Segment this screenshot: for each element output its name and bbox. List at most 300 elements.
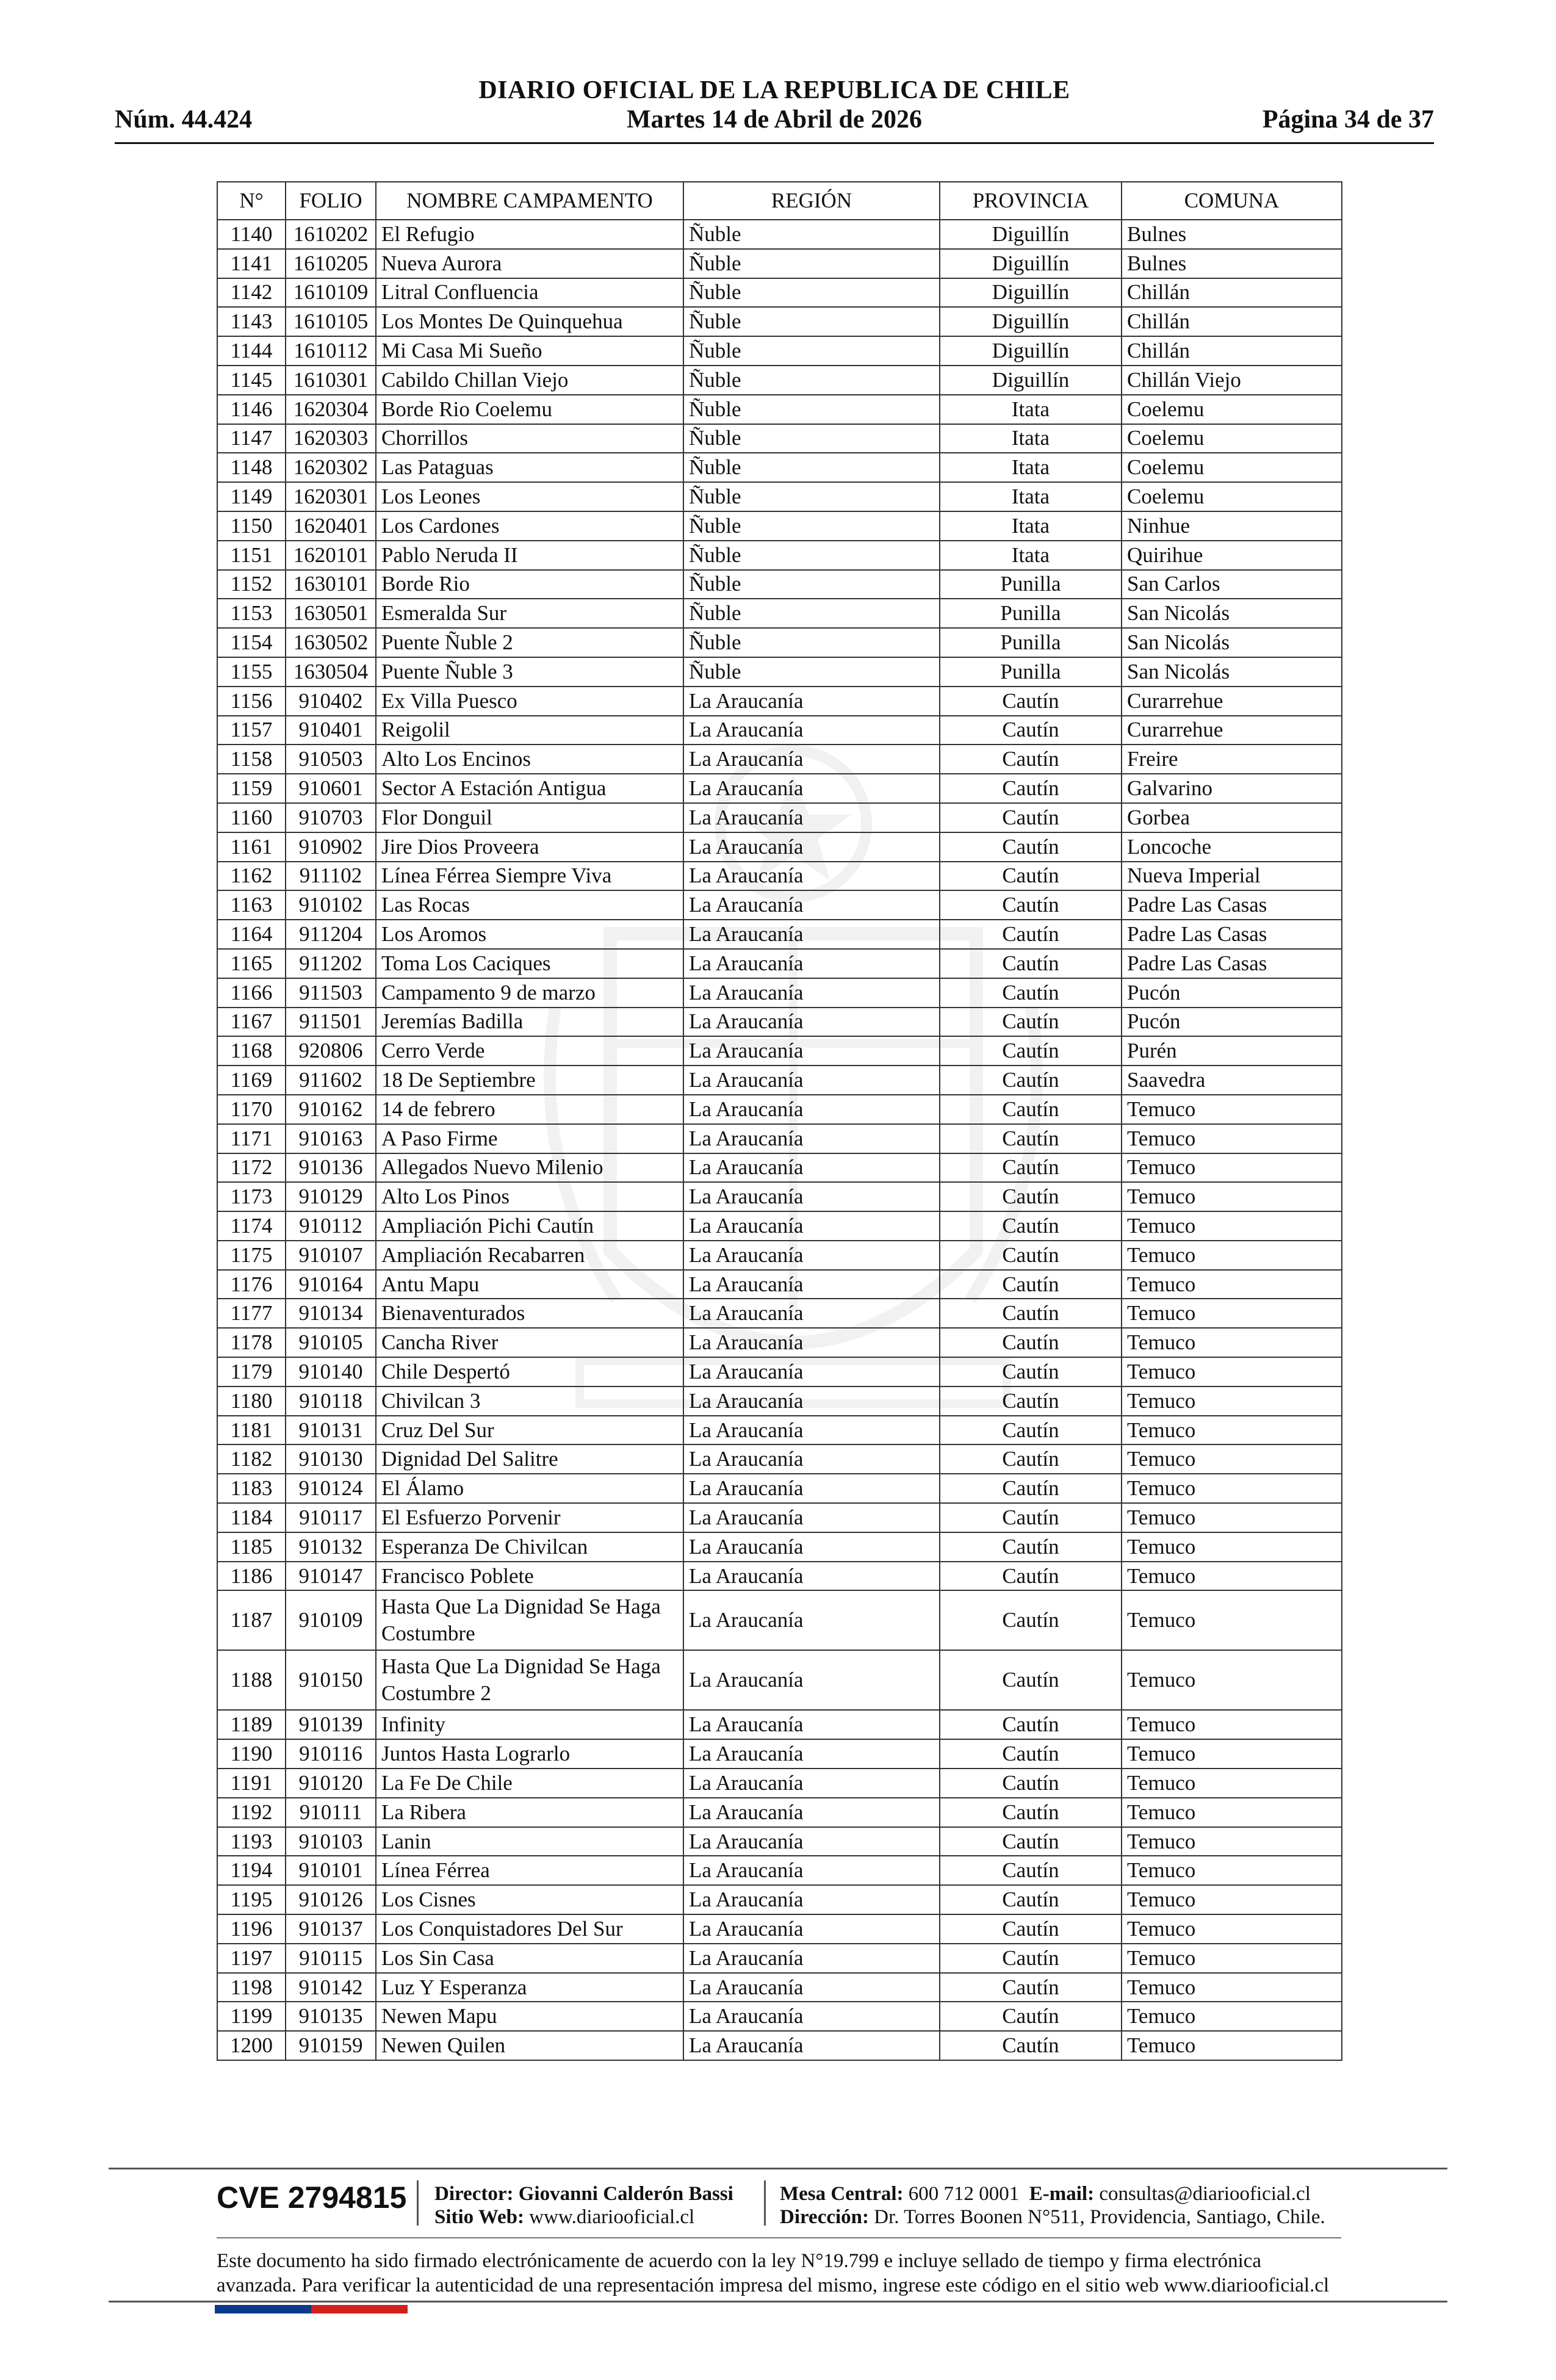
commune-cell: Coelemu [1122,424,1342,453]
camp-name-cell: Los Aromos [376,920,683,949]
row-number-cell: 1190 [217,1739,286,1769]
commune-cell: Purén [1122,1036,1342,1066]
folio-cell: 910703 [286,803,376,832]
mesa-phone: 600 712 0001 [908,2183,1020,2205]
region-cell: La Araucanía [683,1124,940,1153]
journal-title: DIARIO OFICIAL DE LA REPUBLICA DE CHILE [478,76,1070,104]
commune-cell: San Nicolás [1122,599,1342,628]
camp-name-cell: Ex Villa Puesco [376,687,683,716]
camp-name-cell: El Refugio [376,220,683,249]
table-row [217,1885,1342,1914]
table-row [217,832,1342,862]
table-row [217,1739,1342,1769]
commune-cell: Bulnes [1122,249,1342,278]
commune-cell: Temuco [1122,1856,1342,1885]
folio-cell: 910134 [286,1299,376,1328]
row-number-cell: 1150 [217,511,286,541]
region-cell: La Araucanía [683,716,940,745]
column-header: NOMBRE CAMPAMENTO [376,182,683,220]
row-number-cell: 1140 [217,220,286,249]
province-cell: Cautín [940,2002,1122,2031]
folio-cell: 910139 [286,1710,376,1739]
folio-cell: 910118 [286,1387,376,1416]
commune-cell: Temuco [1122,1590,1342,1650]
camp-name-cell: Chorrillos [376,424,683,453]
commune-cell: Pucón [1122,978,1342,1008]
commune-cell: Curarrehue [1122,716,1342,745]
province-cell: Cautín [940,1944,1122,1973]
region-cell: La Araucanía [683,920,940,949]
commune-cell: Coelemu [1122,395,1342,424]
table-row [217,1153,1342,1183]
commune-cell: Temuco [1122,1739,1342,1769]
row-number-cell: 1162 [217,862,286,891]
issue-number: Núm. 44.424 [115,106,253,134]
row-number-cell: 1145 [217,366,286,395]
province-cell: Cautín [940,1182,1122,1211]
province-cell: Cautín [940,890,1122,920]
table-row [217,1798,1342,1827]
camp-name-cell: Chivilcan 3 [376,1387,683,1416]
table-row [217,628,1342,657]
folio-cell: 910503 [286,745,376,774]
folio-cell: 910164 [286,1270,376,1299]
commune-cell: Bulnes [1122,220,1342,249]
row-number-cell: 1194 [217,1856,286,1885]
camp-name-cell: Cruz Del Sur [376,1416,683,1445]
camp-name-cell: Los Cardones [376,511,683,541]
region-cell: La Araucanía [683,1710,940,1739]
folio-cell: 1620101 [286,541,376,570]
province-cell: Itata [940,424,1122,453]
camp-name-cell: Línea Férrea Siempre Viva [376,862,683,891]
table-row [217,1387,1342,1416]
table-row [217,774,1342,803]
legal-notice: Este documento ha sido firmado electrónicamente de acuerdo con la ley N°19.799 e incluye sellado de tiempo y firma electrónica avanzada. Para verificar la autenticidad de una representación impresa del mismo, ingrese este código en el sitio web www.diariooficial.cl [217,2250,1330,2296]
region-cell: La Araucanía [683,1270,940,1299]
commune-cell: Temuco [1122,1328,1342,1357]
folio-cell: 1630502 [286,628,376,657]
folio-cell: 1630501 [286,599,376,628]
province-cell: Cautín [940,949,1122,978]
camp-name-cell: Alto Los Pinos [376,1182,683,1211]
province-cell: Cautín [940,1387,1122,1416]
region-cell: Ñuble [683,657,940,687]
folio-cell: 910112 [286,1211,376,1241]
camp-name-cell: Newen Quilen [376,2031,683,2060]
row-number-cell: 1141 [217,249,286,278]
province-cell: Itata [940,511,1122,541]
address-label: Dirección: [780,2206,870,2228]
row-number-cell: 1175 [217,1241,286,1270]
camp-name-cell: Bienaventurados [376,1299,683,1328]
row-number-cell: 1180 [217,1387,286,1416]
region-cell: La Araucanía [683,862,940,891]
row-number-cell: 1181 [217,1416,286,1445]
table-row [217,745,1342,774]
camp-name-cell: Cerro Verde [376,1036,683,1066]
region-cell: La Araucanía [683,890,940,920]
region-cell: La Araucanía [683,1008,940,1037]
camp-name-cell: Jeremías Badilla [376,1008,683,1037]
province-cell: Cautín [940,1036,1122,1066]
row-number-cell: 1158 [217,745,286,774]
folio-cell: 910117 [286,1503,376,1532]
table-header-row [217,182,1342,220]
table-row [217,336,1342,366]
folio-cell: 910132 [286,1532,376,1562]
camp-name-cell: La Ribera [376,1798,683,1827]
folio-cell: 910105 [286,1328,376,1357]
table-row [217,1211,1342,1241]
camp-name-cell: Las Rocas [376,890,683,920]
folio-cell: 910120 [286,1769,376,1798]
footer-separator [764,2180,766,2226]
folio-cell: 910126 [286,1885,376,1914]
province-cell: Cautín [940,1474,1122,1503]
province-cell: Cautín [940,1066,1122,1095]
camp-name-cell: Antu Mapu [376,1270,683,1299]
province-cell: Cautín [940,1739,1122,1769]
folio-cell: 1620301 [286,482,376,511]
camp-name-cell: El Álamo [376,1474,683,1503]
commune-cell: Chillán [1122,278,1342,308]
folio-cell: 910601 [286,774,376,803]
commune-cell: Chillán [1122,307,1342,336]
province-cell: Punilla [940,599,1122,628]
camp-name-cell: Cancha River [376,1328,683,1357]
table-row [217,366,1342,395]
footer-divider [217,2237,1341,2238]
region-cell: La Araucanía [683,1856,940,1885]
table-row [217,1357,1342,1387]
province-cell: Cautín [940,1532,1122,1562]
region-cell: Ñuble [683,599,940,628]
region-cell: La Araucanía [683,1387,940,1416]
province-cell: Cautín [940,920,1122,949]
row-number-cell: 1165 [217,949,286,978]
table-row [217,453,1342,482]
table-row [217,395,1342,424]
camp-name-cell: Los Montes De Quinquehua [376,307,683,336]
region-cell: La Araucanía [683,1153,940,1183]
camp-name-cell: Puente Ñuble 3 [376,657,683,687]
row-number-cell: 1195 [217,1885,286,1914]
folio-cell: 1610301 [286,366,376,395]
row-number-cell: 1170 [217,1095,286,1124]
column-header: COMUNA [1122,182,1342,220]
camp-name-cell: Ampliación Recabarren [376,1241,683,1270]
folio-cell: 1610112 [286,336,376,366]
director-name: Giovanni Calderón Bassi [518,2183,733,2205]
commune-cell: Temuco [1122,1182,1342,1211]
folio-cell: 911202 [286,949,376,978]
row-number-cell: 1157 [217,716,286,745]
table-row [217,1095,1342,1124]
folio-cell: 910150 [286,1650,376,1710]
commune-cell: Temuco [1122,1444,1342,1474]
row-number-cell: 1192 [217,1798,286,1827]
region-cell: Ñuble [683,541,940,570]
province-cell: Cautín [940,832,1122,862]
row-number-cell: 1176 [217,1270,286,1299]
camp-name-cell: Toma Los Caciques [376,949,683,978]
province-cell: Punilla [940,570,1122,599]
table-row [217,1769,1342,1798]
table-row [217,1416,1342,1445]
region-cell: La Araucanía [683,1562,940,1591]
header-divider [115,142,1434,144]
table-row [217,716,1342,745]
province-cell: Punilla [940,657,1122,687]
table-row [217,1590,1342,1650]
row-number-cell: 1186 [217,1562,286,1591]
region-cell: La Araucanía [683,1444,940,1474]
folio-cell: 910109 [286,1590,376,1650]
row-number-cell: 1146 [217,395,286,424]
commune-cell: Temuco [1122,1710,1342,1739]
camp-name-cell: Los Leones [376,482,683,511]
email-link[interactable]: consultas@diariooficial.cl [1099,2183,1311,2205]
camp-name-cell: 14 de febrero [376,1095,683,1124]
table-row [217,1444,1342,1474]
commune-cell: Temuco [1122,1562,1342,1591]
table-row [217,1827,1342,1856]
issue-date: Martes 14 de Abril de 2026 [626,106,923,134]
table-row [217,1650,1342,1710]
province-cell: Itata [940,453,1122,482]
province-cell: Cautín [940,803,1122,832]
row-number-cell: 1144 [217,336,286,366]
folio-cell: 910137 [286,1914,376,1944]
camp-name-cell: 18 De Septiembre [376,1066,683,1095]
table-row [217,687,1342,716]
table-row [217,599,1342,628]
camp-name-cell: La Fe De Chile [376,1769,683,1798]
row-number-cell: 1148 [217,453,286,482]
folio-cell: 911102 [286,862,376,891]
region-cell: La Araucanía [683,1474,940,1503]
province-cell: Cautín [940,1241,1122,1270]
commune-cell: Padre Las Casas [1122,949,1342,978]
region-cell: La Araucanía [683,1885,940,1914]
region-cell: La Araucanía [683,2031,940,2060]
camp-name-cell: Reigolil [376,716,683,745]
camp-name-cell: Luz Y Esperanza [376,1973,683,2002]
table-row [217,862,1342,891]
row-number-cell: 1171 [217,1124,286,1153]
region-cell: La Araucanía [683,832,940,862]
province-cell: Cautín [940,1650,1122,1710]
site-link[interactable]: www.diariooficial.cl [529,2206,695,2228]
row-number-cell: 1179 [217,1357,286,1387]
camp-name-cell: Los Conquistadores Del Sur [376,1914,683,1944]
region-cell: La Araucanía [683,1182,940,1211]
folio-cell: 910401 [286,716,376,745]
province-cell: Diguillín [940,220,1122,249]
folio-cell: 910102 [286,890,376,920]
province-cell: Cautín [940,687,1122,716]
column-header: PROVINCIA [940,182,1122,220]
row-number-cell: 1160 [217,803,286,832]
folio-cell: 911501 [286,1008,376,1037]
region-cell: La Araucanía [683,1650,940,1710]
site-label: Sitio Web: [434,2206,525,2228]
province-cell: Diguillín [940,336,1122,366]
table-row [217,1008,1342,1037]
province-cell: Cautín [940,1095,1122,1124]
row-number-cell: 1147 [217,424,286,453]
region-cell: Ñuble [683,570,940,599]
director-label: Director: [434,2183,514,2205]
folio-cell: 910103 [286,1827,376,1856]
folio-cell: 1620304 [286,395,376,424]
folio-cell: 1630504 [286,657,376,687]
commune-cell: Temuco [1122,1299,1342,1328]
province-cell: Cautín [940,1710,1122,1739]
region-cell: Ñuble [683,424,940,453]
table-row [217,803,1342,832]
table-row [217,1066,1342,1095]
address-value: Dr. Torres Boonen N°511, Providencia, Santiago, Chile. [874,2206,1325,2228]
camp-name-cell: Litral Confluencia [376,278,683,308]
province-cell: Cautín [940,1885,1122,1914]
province-cell: Cautín [940,1856,1122,1885]
mesa-label: Mesa Central: [780,2183,904,2205]
commune-cell: Temuco [1122,1503,1342,1532]
folio-cell: 1610205 [286,249,376,278]
commune-cell: Saavedra [1122,1066,1342,1095]
row-number-cell: 1156 [217,687,286,716]
folio-cell: 910135 [286,2002,376,2031]
province-cell: Cautín [940,1503,1122,1532]
commune-cell: Temuco [1122,1387,1342,1416]
province-cell: Diguillín [940,249,1122,278]
province-cell: Cautín [940,1416,1122,1445]
table-row [217,1856,1342,1885]
commune-cell: Padre Las Casas [1122,920,1342,949]
row-number-cell: 1143 [217,307,286,336]
region-cell: La Araucanía [683,1914,940,1944]
commune-cell: Temuco [1122,1416,1342,1445]
row-number-cell: 1164 [217,920,286,949]
table-row [217,1532,1342,1562]
region-cell: La Araucanía [683,1769,940,1798]
camp-name-cell: Allegados Nuevo Milenio [376,1153,683,1183]
footer-divider [109,2168,1447,2169]
camp-name-cell: Sector A Estación Antigua [376,774,683,803]
camp-name-cell: Chile Despertó [376,1357,683,1387]
province-cell: Cautín [940,1769,1122,1798]
folio-cell: 910116 [286,1739,376,1769]
row-number-cell: 1183 [217,1474,286,1503]
table-row [217,511,1342,541]
region-cell: La Araucanía [683,1944,940,1973]
row-number-cell: 1154 [217,628,286,657]
folio-cell: 911503 [286,978,376,1008]
table-row [217,2002,1342,2031]
folio-cell: 910101 [286,1856,376,1885]
folio-cell: 1610105 [286,307,376,336]
table-row [217,278,1342,308]
region-cell: La Araucanía [683,1328,940,1357]
folio-cell: 910111 [286,1798,376,1827]
commune-cell: Loncoche [1122,832,1342,862]
commune-cell: San Nicolás [1122,657,1342,687]
commune-cell: Temuco [1122,1357,1342,1387]
row-number-cell: 1182 [217,1444,286,1474]
province-cell: Cautín [940,1590,1122,1650]
region-cell: La Araucanía [683,1590,940,1650]
camp-name-cell: A Paso Firme [376,1124,683,1153]
commune-cell: Temuco [1122,1769,1342,1798]
table-row [217,482,1342,511]
region-cell: La Araucanía [683,1357,940,1387]
region-cell: La Araucanía [683,2002,940,2031]
commune-cell: Temuco [1122,1270,1342,1299]
region-cell: La Araucanía [683,774,940,803]
camp-name-cell: Esperanza De Chivilcan [376,1532,683,1562]
table-row [217,1973,1342,2002]
commune-cell: Temuco [1122,1532,1342,1562]
folio-cell: 910115 [286,1944,376,1973]
table-body [217,220,1342,2060]
table-row [217,307,1342,336]
commune-cell: Freire [1122,745,1342,774]
camp-name-cell: El Esfuerzo Porvenir [376,1503,683,1532]
row-number-cell: 1199 [217,2002,286,2031]
region-cell: La Araucanía [683,687,940,716]
camp-name-cell: Nueva Aurora [376,249,683,278]
camp-name-cell: Borde Rio Coelemu [376,395,683,424]
flag-stripe-red [311,2305,408,2313]
table-row [217,1270,1342,1299]
camp-name-cell: Esmeralda Sur [376,599,683,628]
region-cell: Ñuble [683,249,940,278]
camp-name-cell: Francisco Poblete [376,1562,683,1591]
commune-cell: Nueva Imperial [1122,862,1342,891]
folio-cell: 910129 [286,1182,376,1211]
commune-cell: Temuco [1122,1474,1342,1503]
folio-cell: 1620302 [286,453,376,482]
footer-divider [109,2301,1447,2302]
province-cell: Itata [940,482,1122,511]
row-number-cell: 1167 [217,1008,286,1037]
folio-cell: 910142 [286,1973,376,2002]
camp-name-cell: Puente Ñuble 2 [376,628,683,657]
folio-cell: 1620401 [286,511,376,541]
commune-cell: Temuco [1122,2031,1342,2060]
table-row [217,1474,1342,1503]
region-cell: La Araucanía [683,1416,940,1445]
table-row [217,1328,1342,1357]
camp-name-cell: Flor Donguil [376,803,683,832]
province-cell: Cautín [940,1270,1122,1299]
row-number-cell: 1184 [217,1503,286,1532]
region-cell: La Araucanía [683,1299,940,1328]
table-row [217,1241,1342,1270]
column-header: N° [217,182,286,220]
folio-cell: 910136 [286,1153,376,1183]
commune-cell: Temuco [1122,1827,1342,1856]
row-number-cell: 1185 [217,1532,286,1562]
province-cell: Punilla [940,628,1122,657]
commune-cell: Temuco [1122,1124,1342,1153]
row-number-cell: 1188 [217,1650,286,1710]
row-number-cell: 1178 [217,1328,286,1357]
region-cell: La Araucanía [683,1798,940,1827]
commune-cell: Temuco [1122,1973,1342,2002]
